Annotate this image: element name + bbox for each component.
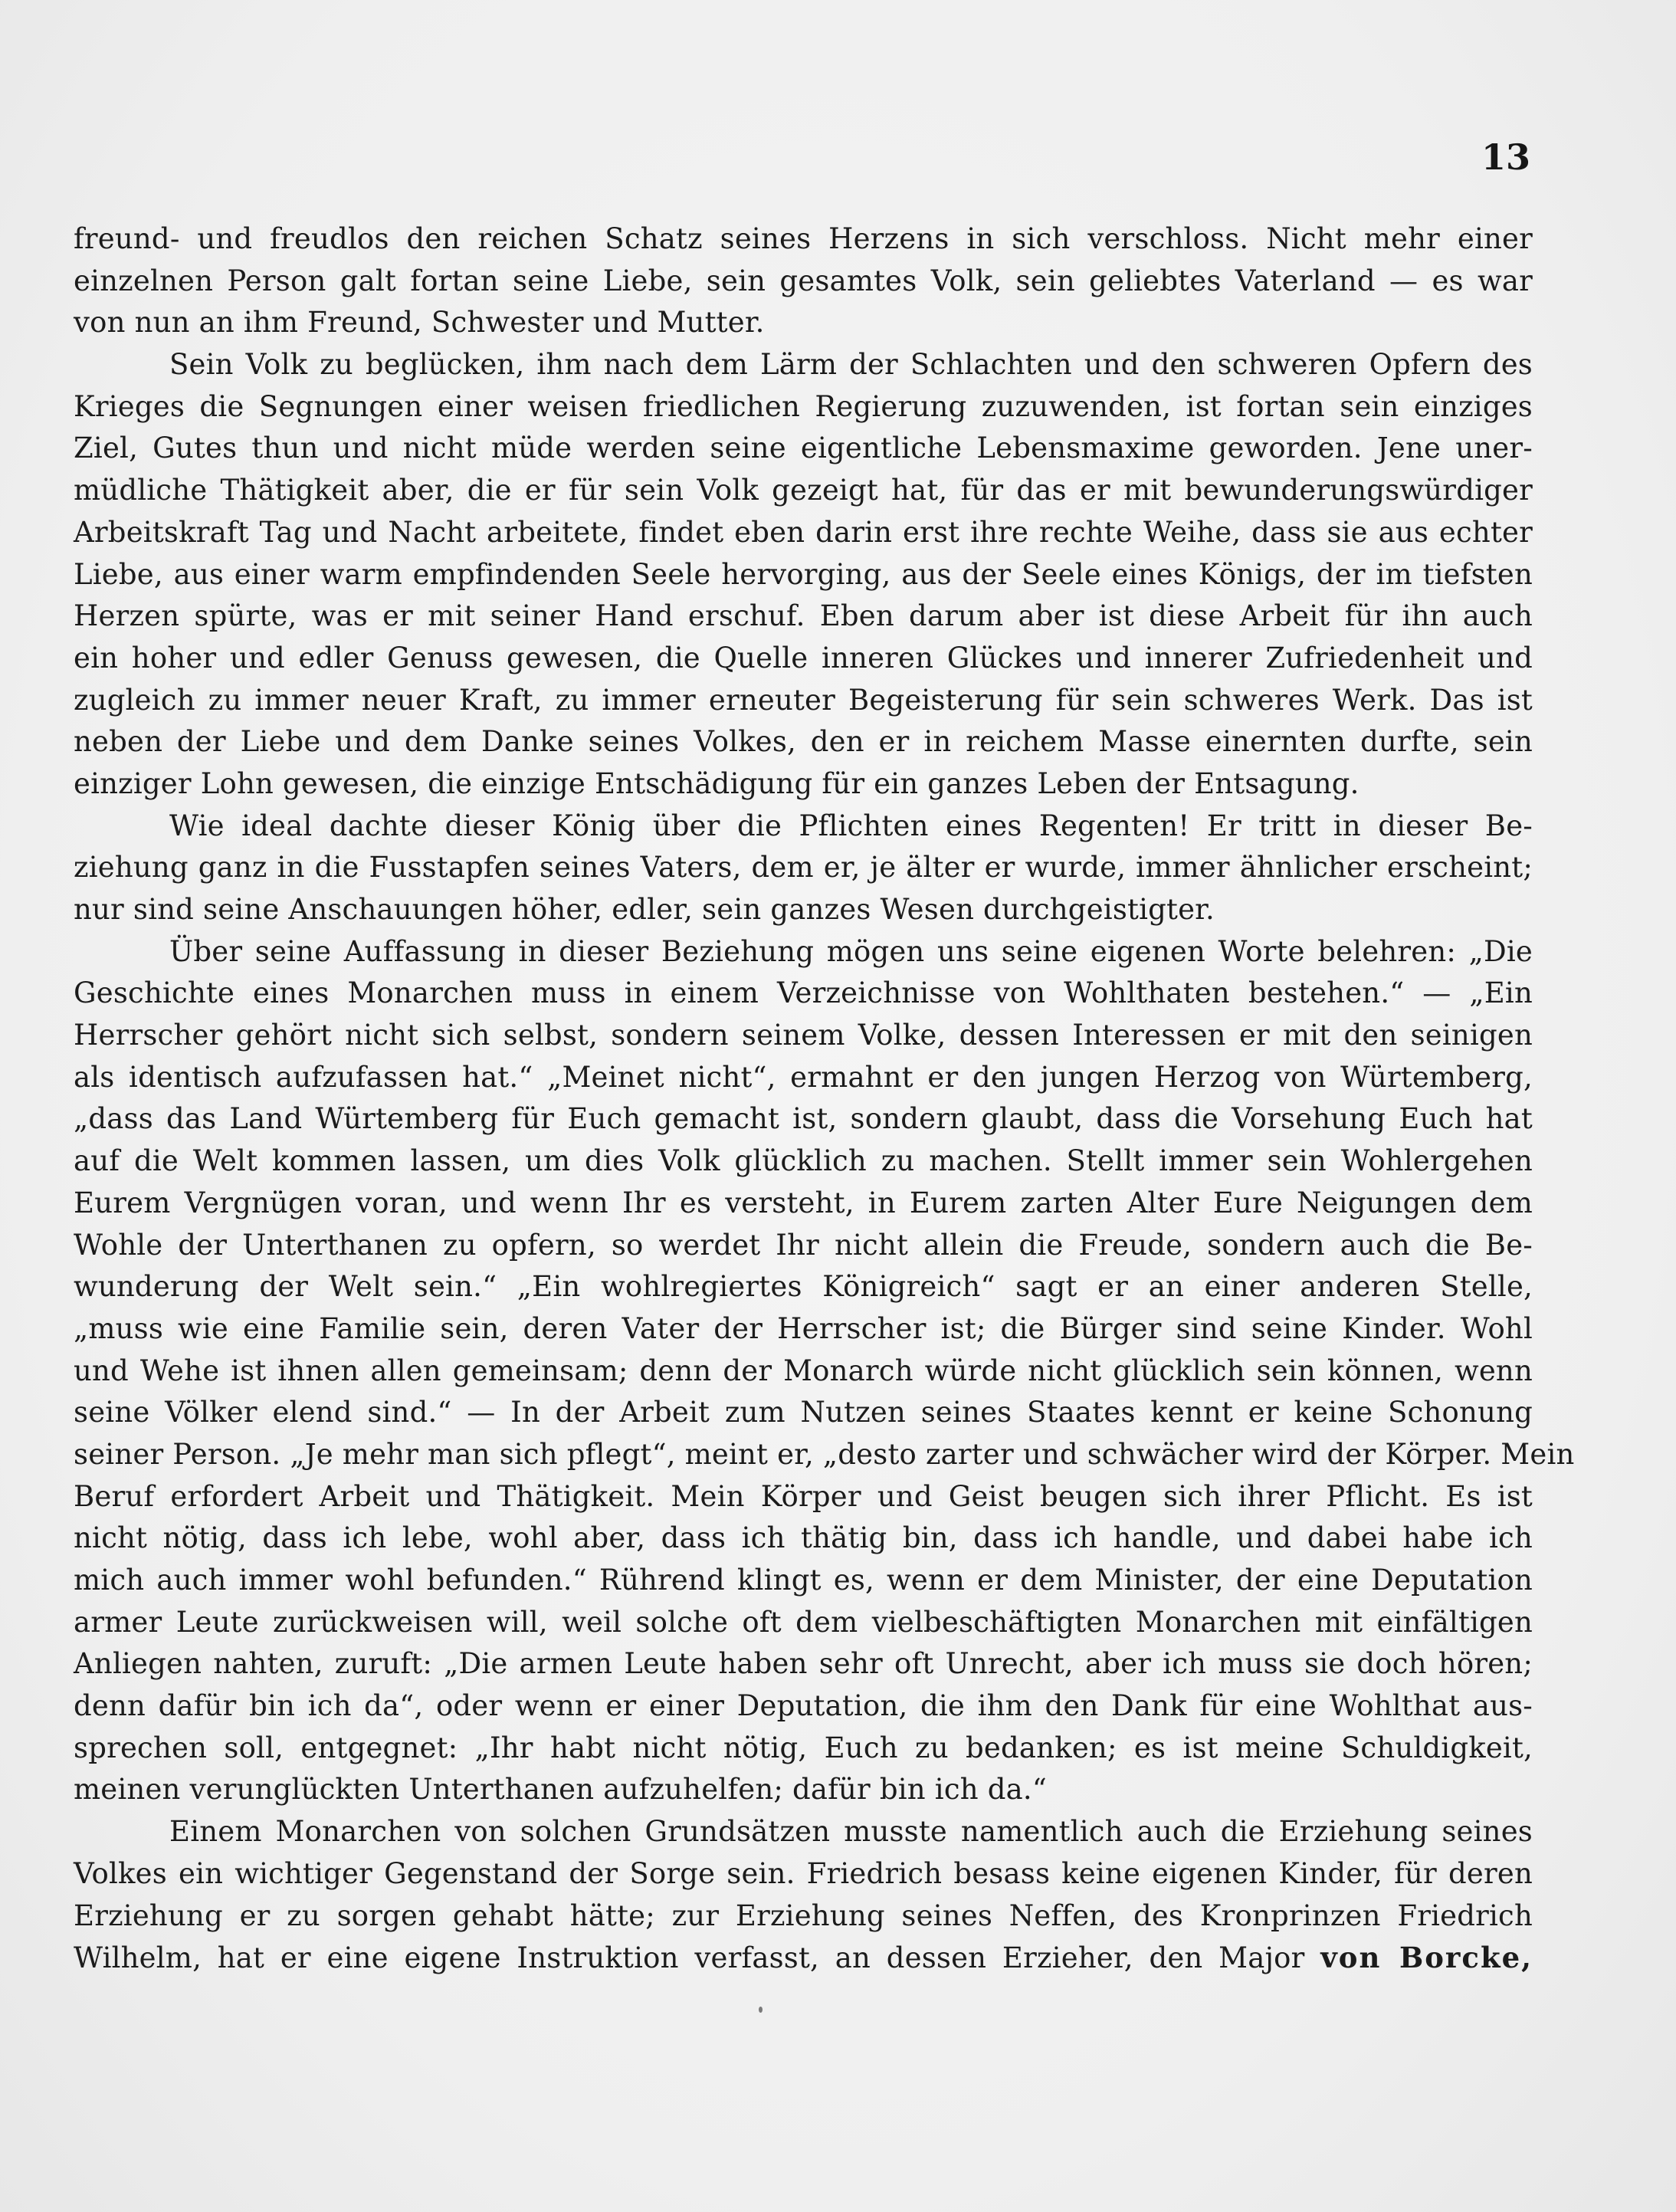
text-line: Beruf erfordert Arbeit und Thätigkeit. Mein Körper und Geist beugen sich ihrer Pflicht. Es ist	[74, 1479, 1533, 1513]
text-line: Herzen spürte, was er mit seiner Hand erschuf. Eben darum aber ist diese Arbeit für ihn auch	[74, 599, 1533, 633]
text-line: armer Leute zurückweisen will, weil solche oft dem vielbeschäftigten Monarchen mit einfältigen	[74, 1605, 1533, 1639]
text-line: nicht nötig, dass ich lebe, wohl aber, dass ich thätig bin, dass ich handle, und dabei habe ich	[74, 1521, 1533, 1555]
text-line: Volkes ein wichtiger Gegenstand der Sorge sein. Friedrich besass keine eigenen Kinder, für deren	[74, 1856, 1533, 1890]
text-line: sprechen soll, entgegnet: „Ihr habt nicht nötig, Euch zu bedanken; es ist meine Schuldigkeit,	[74, 1731, 1533, 1764]
text-line: freund- und freudlos den reichen Schatz seines Herzens in sich verschloss. Nicht mehr einer	[74, 222, 1533, 255]
text-line: auf die Welt kommen lassen, um dies Volk glücklich zu machen. Stellt immer sein Wohlergehen	[74, 1144, 1533, 1178]
text-line: neben der Liebe und dem Danke seines Volkes, den er in reichem Masse einernten durfte, sein	[74, 725, 1533, 759]
print-speck	[759, 2007, 763, 2013]
text-line: und Wehe ist ihnen allen gemeinsam; denn der Monarch würde nicht glücklich sein können, wenn	[74, 1354, 1533, 1387]
text-line: Herrscher gehört nicht sich selbst, sondern seinem Volke, dessen Interessen er mit den seinigen	[74, 1019, 1533, 1052]
text-line: Einem Monarchen von solchen Grundsätzen musste namentlich auch die Erziehung seines	[169, 1815, 1533, 1849]
paragraph	[74, 218, 1533, 344]
text-line: „dass das Land Würtemberg für Euch gemacht ist, sondern glaubt, dass die Vorsehung Euch hat	[74, 1102, 1533, 1136]
person-name-spaced: von Borcke,	[1320, 1941, 1533, 1975]
text-line: Geschichte eines Monarchen muss in einem Verzeichnisse von Wohlthaten bestehen.“ — „Ein	[74, 976, 1533, 1010]
text-line: denn dafür bin ich da“, oder wenn er einer Deputation, die ihm den Dank für eine Wohlthat aus-	[74, 1689, 1533, 1723]
paragraph	[74, 931, 1575, 1811]
text-line: Ziel, Gutes thun und nicht müde werden seine eigentliche Lebensmaxime geworden. Jene uner-	[74, 432, 1533, 465]
text-line: Arbeitskraft Tag und Nacht arbeitete, findet eben darin erst ihre rechte Weihe, dass sie aus echter	[74, 515, 1533, 549]
text-line: Wie ideal dachte dieser König über die Pflichten eines Regenten! Er tritt in dieser Be-	[169, 809, 1533, 842]
text-line-prefix: Wilhelm, hat er eine eigene Instruktion verfasst, an dessen Erzieher, den Major	[74, 1941, 1305, 1975]
text-line: wunderung der Welt sein.“ „Ein wohlregiertes Königreich“ sagt er an einer anderen Stelle,	[74, 1270, 1533, 1304]
text-line: ein hoher und edler Genuss gewesen, die Quelle inneren Glückes und innerer Zufriedenheit und	[74, 641, 1533, 674]
text-line: Liebe, aus einer warm empfindenden Seele hervorging, aus der Seele eines Königs, der im tiefsten	[74, 557, 1533, 591]
paragraph	[74, 344, 1533, 806]
text-line: ziehung ganz in die Fusstapfen seines Vaters, dem er, je älter er wurde, immer ähnlicher erscheint;	[74, 851, 1533, 884]
text-line: Krieges die Segnungen einer weisen friedlichen Regierung zuzuwenden, ist fortan sein einziges	[74, 389, 1533, 423]
text-line: nur sind seine Anschauungen höher, edler, sein ganzes Wesen durchgeistigter.	[74, 893, 1215, 926]
text-line: Anliegen nahten, zuruft: „Die armen Leute haben sehr oft Unrecht, aber ich muss sie doch hören;	[74, 1647, 1533, 1681]
text-line: Erziehung er zu sorgen gehabt hätte; zur Erziehung seines Neffen, des Kronprinzen Friedrich	[74, 1899, 1533, 1932]
text-line: mich auch immer wohl befunden.“ Rührend klingt es, wenn er dem Minister, der eine Deputation	[74, 1564, 1533, 1597]
text-line: einzelnen Person galt fortan seine Liebe, sein gesamtes Volk, sein geliebtes Vaterland — es war	[74, 264, 1533, 297]
text-line: „muss wie eine Familie sein, deren Vater der Herrscher ist; die Bürger sind seine Kinder. Wohl	[74, 1311, 1533, 1345]
text-line: Eurem Vergnügen voran, und wenn Ihr es versteht, in Eurem zarten Alter Eure Neigungen dem	[74, 1186, 1533, 1219]
text-line: seine Völker elend sind.“ — In der Arbeit zum Nutzen seines Staates kennt er keine Schonung	[74, 1396, 1533, 1429]
text-line: von nun an ihm Freund, Schwester und Mutter.	[74, 306, 765, 340]
text-line: seiner Person. „Je mehr man sich pflegt“, meint er, „desto zarter und schwächer wird der Körper. Mein	[74, 1437, 1575, 1471]
paragraph	[74, 806, 1533, 931]
text-line: als identisch aufzufassen hat.“ „Meinet nicht“, ermahnt er den jungen Herzog von Würtemberg,	[74, 1060, 1533, 1094]
body-text	[74, 218, 1575, 1979]
text-line: zugleich zu immer neuer Kraft, zu immer erneuter Begeisterung für sein schweres Werk. Das ist	[74, 683, 1533, 717]
text-line: müdliche Thätigkeit aber, die er für sein Volk gezeigt hat, für das er mit bewunderungswürdiger	[74, 474, 1533, 507]
text-line: Wohle der Unterthanen zu opfern, so werdet Ihr nicht allein die Freude, sondern auch die Be-	[74, 1228, 1533, 1262]
text-line: Sein Volk zu beglücken, ihm nach dem Lärm der Schlachten und den schweren Opfern des	[169, 348, 1533, 382]
page-number: 13	[1481, 136, 1530, 178]
text-line: meinen verunglückten Unterthanen aufzuhelfen; dafür bin ich da.“	[74, 1773, 1047, 1807]
text-line: einziger Lohn gewesen, die einzige Entschädigung für ein ganzes Leben der Entsagung.	[74, 766, 1359, 800]
text-line: Über seine Auffassung in dieser Beziehung mögen uns seine eigenen Worte belehren: „Die	[169, 934, 1533, 968]
paragraph	[74, 1811, 1533, 1979]
text-line-final	[74, 1937, 1533, 1979]
